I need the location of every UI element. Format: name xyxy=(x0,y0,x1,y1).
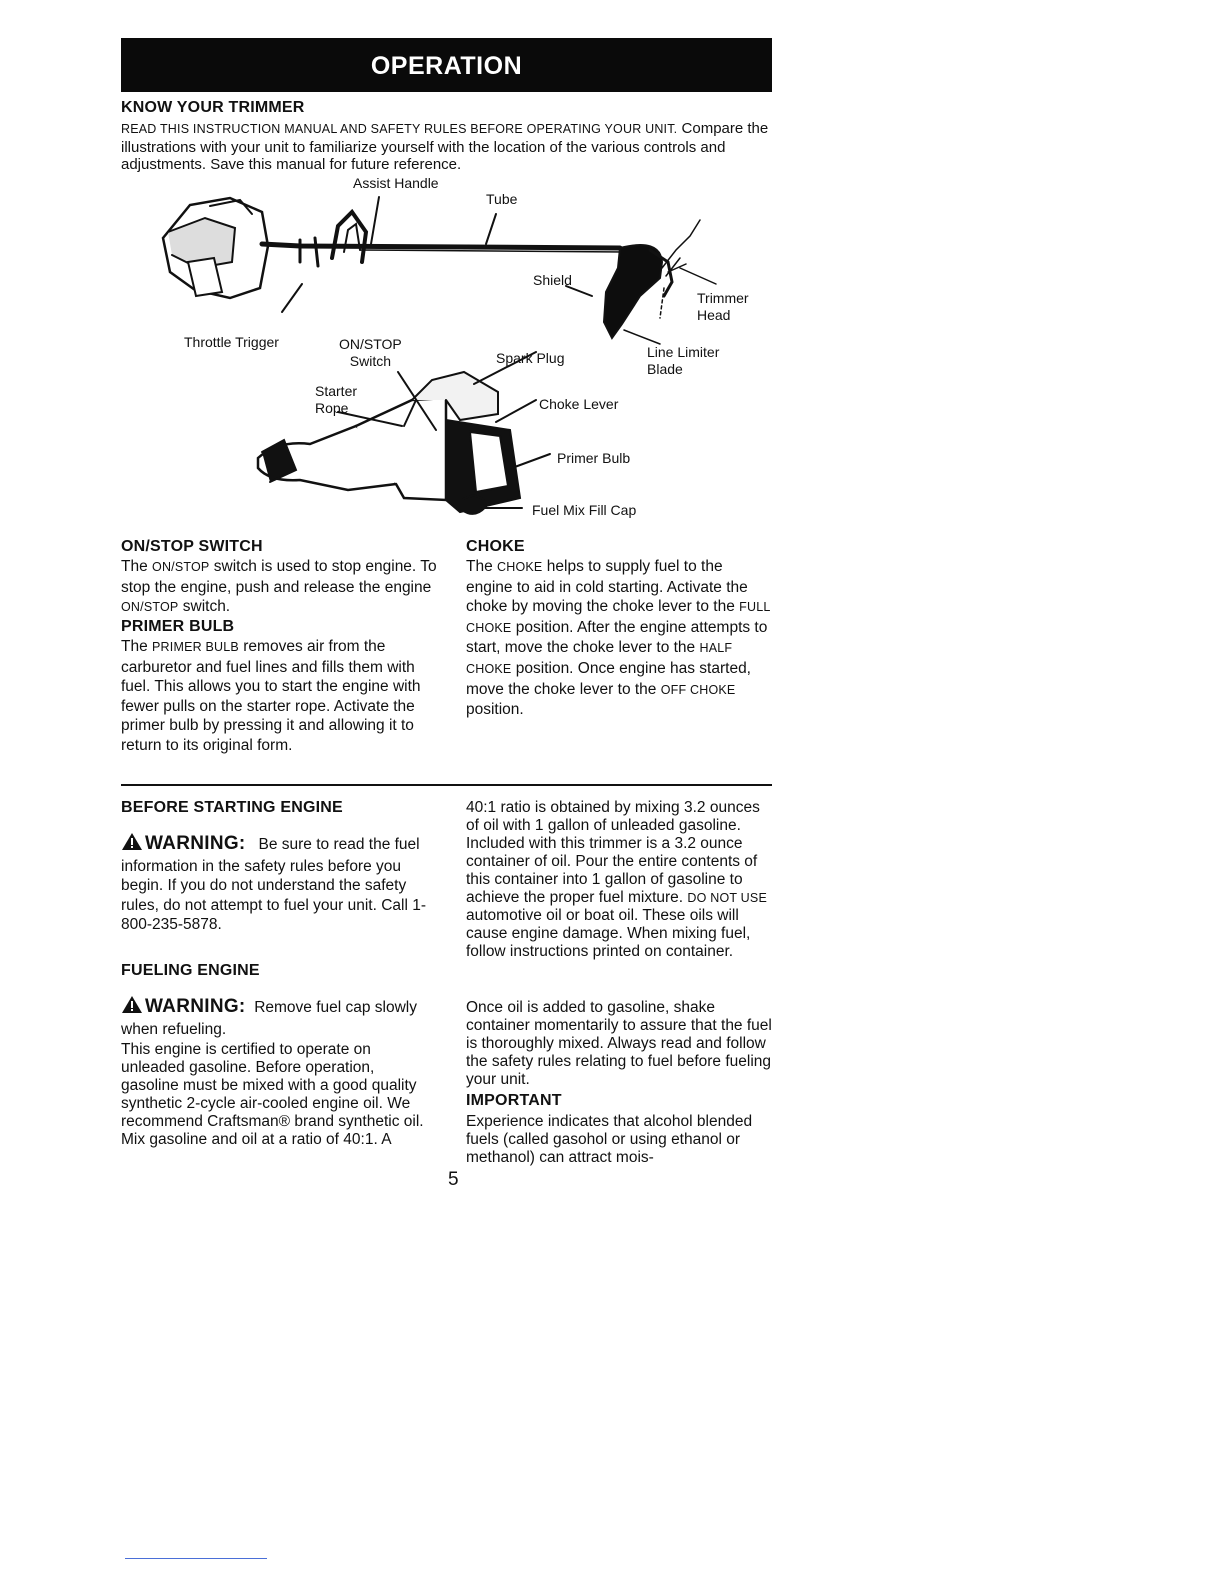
label-primer-bulb: Primer Bulb xyxy=(557,450,631,466)
know-your-trimmer-heading: KNOW YOUR TRIMMER xyxy=(121,99,305,116)
footer-line xyxy=(125,1558,267,1559)
warning-label: WARNING: xyxy=(145,996,246,1017)
label-starter-rope: Starter Rope xyxy=(315,383,358,416)
important-heading: IMPORTANT xyxy=(466,1092,562,1109)
label-shield: Shield xyxy=(533,272,572,288)
warning-icon xyxy=(121,995,143,1020)
before-starting-warning: WARNING: Be sure to read the fuel information in the safety rules before you begin. If you do not understand the safety rules, do not attempt to fuel your unit. Call 1-800-235-5878. xyxy=(121,833,426,934)
fueling-warning: WARNING: Remove fuel cap slowly when refueling. xyxy=(121,996,418,1038)
page-number: 5 xyxy=(448,1169,459,1190)
choke-heading: CHOKE xyxy=(466,538,525,555)
mixing-paragraph: Once oil is added to gasoline, shake container momentarily to assure that the fuel is thoroughly mixed. Always read and follow the safety rules relating to fuel before fueling your unit. xyxy=(466,999,772,1088)
fueling-paragraph: This engine is certified to operate on unleaded gasoline. Before operation, gasoline must be mixed with a good quality synthetic 2-cycle air-cooled engine oil. We recommend Craftsman® brand synthetic oil. Mix gasoline and oil at a ratio of 40:1. A xyxy=(121,1041,424,1148)
label-trimmer-head: Trimmer Head xyxy=(697,290,749,323)
section-banner: OPERATION xyxy=(121,38,772,92)
before-starting-heading: BEFORE STARTING ENGINE xyxy=(121,799,343,816)
fueling-engine-heading: FUELING ENGINE xyxy=(121,962,260,979)
label-assist-handle: Assist Handle xyxy=(353,175,439,191)
label-tube: Tube xyxy=(486,191,518,207)
label-fuel-mix-fill-cap: Fuel Mix Fill Cap xyxy=(532,502,637,518)
primer-bulb-text: The PRIMER BULB removes air from the carburetor and fuel lines and fills them with fuel. This allows you to start the engine with fewer pulls on the starter rope. Activate the primer bulb by pressing it and allowing it to return to its original form. xyxy=(121,638,421,754)
primer-bulb-heading: PRIMER BULB xyxy=(121,618,235,635)
label-line-limiter-blade: Line Limiter Blade xyxy=(647,344,720,377)
on-stop-switch-heading: ON/STOP SWITCH xyxy=(121,538,263,555)
section-divider xyxy=(121,784,772,786)
warning-label: WARNING: xyxy=(145,833,246,854)
warning-icon xyxy=(121,832,143,857)
label-throttle-trigger: Throttle Trigger xyxy=(184,334,279,350)
label-on-stop-switch: ON/STOP Switch xyxy=(339,336,402,369)
fuel-ratio-paragraph: 40:1 ratio is obtained by mixing 3.2 ounces of oil with 1 gallon of unleaded gasoline. Included with this trimmer is a 3.2 ounce container of oil. Pour the entire contents of this container into 1 gallon of gasoline to achieve the proper fuel mixture. DO NOT USE automotive oil or boat oil. These oils will cause engine damage. When mixing fuel, follow instructions printed on container. xyxy=(466,799,767,961)
label-choke-lever: Choke Lever xyxy=(539,396,619,412)
on-stop-switch-text: The ON/STOP switch is used to stop engine. To stop the engine, push and release the engine ON/STOP switch. xyxy=(121,558,437,616)
intro-paragraph: READ THIS INSTRUCTION MANUAL AND SAFETY RULES BEFORE OPERATING YOUR UNIT. Compare the illustrations with your unit to familiarize yourself with the location of the various controls and adjustments. Save this manual for future reference. xyxy=(121,120,769,174)
choke-text: The CHOKE helps to supply fuel to the engine to aid in cold starting. Activate the choke by moving the choke lever to the FULL CHOKE position. After the engine attempts to start, move the choke lever to the HALF CHOKE position. Once engine has started, move the choke lever to the OFF CHOKE position. xyxy=(466,558,771,719)
important-paragraph: Experience indicates that alcohol blended fuels (called gasohol or using ethanol or methanol) can attract mois- xyxy=(466,1113,753,1166)
label-spark-plug: Spark Plug xyxy=(496,350,565,366)
